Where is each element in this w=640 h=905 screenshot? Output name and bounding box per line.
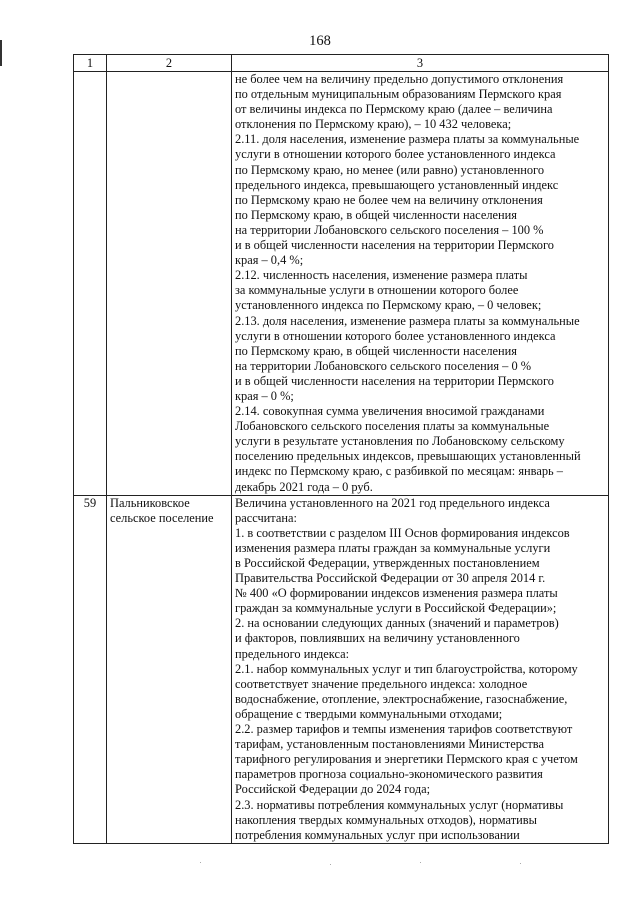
row-number-cell xyxy=(74,72,107,496)
description-line: 2.1. набор коммунальных услуг и тип благоустройства, которому xyxy=(235,661,578,676)
table-row xyxy=(74,495,609,843)
document-table xyxy=(73,54,609,844)
description-line: соответствует значение предельного индекса: холодное xyxy=(235,676,528,691)
description-line: отклонения по Пермскому краю), – 10 432 человека; xyxy=(235,117,512,132)
description-line: по Пермскому краю, в общей численности населения xyxy=(235,207,517,222)
description-cell xyxy=(232,495,609,843)
description-line: Российской Федерации до 2024 года; xyxy=(235,782,431,797)
description-line: услуги в отношении которого более установленного индекса xyxy=(235,328,556,343)
municipality-name-line: Пальниковское xyxy=(110,495,190,510)
municipality-name-cell xyxy=(107,72,232,496)
description-line: установленного индекса по Пермскому краю, – 0 человек; xyxy=(235,298,542,313)
description-line: и в общей численности населения на территории Пермского xyxy=(235,373,554,388)
description-line: на территории Лобановского сельского поселения – 100 % xyxy=(235,222,544,237)
table-header-row xyxy=(74,55,609,72)
description-line: услуги в отношении которого более установленного индекса xyxy=(235,147,556,162)
description-line: № 400 «О формировании индексов изменения размера платы xyxy=(235,586,558,601)
description-line: по Пермскому краю не более чем на величину отклонения xyxy=(235,192,543,207)
description-line: Лобановского сельского поселения платы за коммунальные xyxy=(235,419,550,434)
description-line: и факторов, повлиявших на величину установленного xyxy=(235,631,520,646)
description-line: 2. на основании следующих данных (значений и параметров) xyxy=(235,616,559,631)
description-line: обращение с твердыми коммунальными отходами; xyxy=(235,706,503,721)
margin-mark xyxy=(0,40,2,66)
description-line: 2.3. нормативы потребления коммунальных услуг (нормативы xyxy=(235,797,564,812)
description-line: накопления твердых коммунальных отходов), нормативы xyxy=(235,812,537,827)
description-line: предельного индекса, превышающего установленный индекс xyxy=(235,177,559,192)
description-line: тарифам, установленным постановлениями Министерства xyxy=(235,737,544,752)
description-line: индекс по Пермскому краю, с разбивкой по месяцам: январь – xyxy=(235,464,563,479)
description-line: Величина установленного на 2021 год предельного индекса xyxy=(235,495,550,510)
description-line: изменения размера платы граждан за коммунальные услуги xyxy=(235,540,551,555)
municipality-name-cell xyxy=(107,495,232,843)
description-line: декабрь 2021 года – 0 руб. xyxy=(235,479,373,494)
description-line: граждан за коммунальные услуги в Российской Федерации»; xyxy=(235,601,557,616)
description-line: 2.2. размер тарифов и темпы изменения тарифов соответствуют xyxy=(235,722,573,737)
description-line: потребления коммунальных услуг при использовании xyxy=(235,827,520,842)
description-line: поселению предельных индексов, превышающих установленный xyxy=(235,449,581,464)
column-header: 3 xyxy=(232,55,609,72)
description-line: по Пермскому краю, но менее (или равно) установленного xyxy=(235,162,545,177)
description-line: не более чем на величину предельно допустимого отклонения xyxy=(235,72,564,86)
description-line: 2.13. доля населения, изменение размера платы за коммунальные xyxy=(235,313,580,328)
description-cell xyxy=(232,72,609,496)
description-line: 2.14. совокупная сумма увеличения вносимой гражданами xyxy=(235,404,545,419)
description-line: по Пермскому краю, в общей численности населения xyxy=(235,343,517,358)
description-line: рассчитана: xyxy=(235,510,297,525)
scan-dots xyxy=(0,862,640,866)
column-header: 2 xyxy=(107,55,232,72)
description-line: Правительства Российской Федерации от 30 апреля 2014 г. xyxy=(235,571,546,586)
description-line: по отдельным муниципальным образованиям Пермского края xyxy=(235,87,562,102)
description-line: края – 0 %; xyxy=(235,388,294,403)
description-line: предельного индекса: xyxy=(235,646,350,661)
description-line: за коммунальные услуги в отношении которого более xyxy=(235,283,519,298)
description-line: в Российской Федерации, утвержденных постановлением xyxy=(235,556,540,570)
description-line: 2.11. доля населения, изменение размера платы за коммунальные xyxy=(235,132,580,147)
description-line: параметров прогноза социально-экономического развития xyxy=(235,767,543,782)
table-body xyxy=(74,72,609,844)
description-line: услуги в результате установления по Лобановскому сельскому xyxy=(235,434,565,449)
description-line: 1. в соответствии с разделом III Основ формирования индексов xyxy=(235,525,570,540)
description-line: 2.12. численность населения, изменение размера платы xyxy=(235,268,528,283)
column-header: 1 xyxy=(74,55,107,72)
description-line: водоснабжение, отопление, электроснабжение, газоснабжение, xyxy=(235,691,568,706)
description-line: края – 0,4 %; xyxy=(235,253,304,268)
page-number: 168 xyxy=(309,33,331,49)
municipality-name-line: сельское поселение xyxy=(110,510,214,525)
description-line: от величины индекса по Пермскому краю (далее – величина xyxy=(235,102,553,117)
description-line: тарифного регулирования и энергетики Пермского края с учетом xyxy=(235,752,578,767)
description-line: и в общей численности населения на территории Пермского xyxy=(235,238,554,253)
row-number-cell: 59 xyxy=(74,495,107,843)
table-row xyxy=(74,72,609,496)
description-line: на территории Лобановского сельского поселения – 0 % xyxy=(235,358,532,373)
